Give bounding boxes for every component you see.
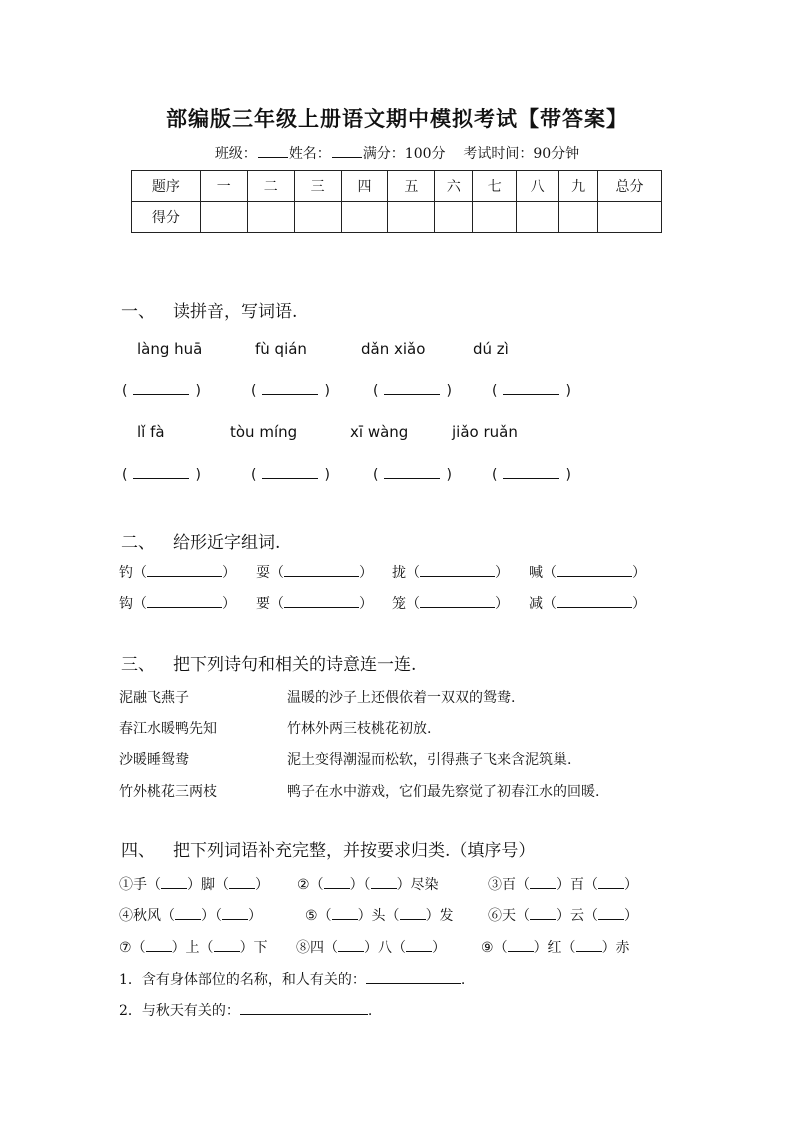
idiom-item[interactable]: ②（ ）（ ）尽染 xyxy=(297,877,439,893)
idiom-item[interactable]: ⑧四（ ）八（ ） xyxy=(296,940,446,956)
score-cell[interactable] xyxy=(435,202,473,233)
section-title: 给形近字组词. xyxy=(173,533,281,553)
char-item[interactable]: 钓（ ） xyxy=(119,565,236,581)
section-title: 读拼音，写词语. xyxy=(173,302,298,322)
poem-line[interactable]: 竹外桃花三两枝 xyxy=(119,784,217,800)
poem-meaning[interactable]: 泥土变得潮湿而松软，引得燕子飞来含泥筑巢. xyxy=(287,752,572,768)
char-item[interactable]: 减（ ） xyxy=(529,596,646,612)
idiom-item[interactable]: ③百（ ）百（ ） xyxy=(488,877,638,893)
classify-question-1[interactable]: 1．含有身体部位的名称，和人有关的： . xyxy=(119,972,466,988)
header-cell: 四 xyxy=(341,171,388,202)
answer-blank[interactable]: ( ) xyxy=(251,467,330,483)
class-label: 班级： xyxy=(214,146,257,162)
section-title: 把下列诗句和相关的诗意连一连. xyxy=(173,655,417,675)
header-cell: 三 xyxy=(294,171,341,202)
pinyin: xī wàng xyxy=(350,423,409,441)
char-item[interactable]: 笼（ ） xyxy=(392,596,509,612)
header-cell: 总分 xyxy=(598,171,662,202)
score-cell[interactable] xyxy=(294,202,341,233)
classify-question-2[interactable]: 2．与秋天有关的： . xyxy=(119,1003,373,1019)
poem-line[interactable]: 泥融飞燕子 xyxy=(119,690,189,706)
pinyin: làng huā xyxy=(137,340,203,358)
poem-meaning[interactable]: 温暖的沙子上还偎依着一双双的鸳鸯. xyxy=(287,690,516,706)
idiom-item[interactable]: ⑦（ ）上（ ）下 xyxy=(119,940,268,956)
answer-blank[interactable]: ( ) xyxy=(492,467,571,483)
row-label: 得分 xyxy=(132,202,201,233)
score-cell[interactable] xyxy=(341,202,388,233)
char-item[interactable]: 喊（ ） xyxy=(529,565,646,581)
score-table xyxy=(131,170,662,233)
section-3-heading xyxy=(121,650,416,675)
header-cell: 一 xyxy=(200,171,247,202)
idiom-item[interactable]: ⑤（ ）头（ ）发 xyxy=(305,908,454,924)
pinyin: dǎn xiǎo xyxy=(361,340,426,358)
score-cell[interactable] xyxy=(517,202,559,233)
score-cell[interactable] xyxy=(200,202,247,233)
idiom-item[interactable]: ①手（ ）脚（ ） xyxy=(119,877,269,893)
poem-line[interactable]: 沙暖睡鸳鸯 xyxy=(119,752,189,768)
section-number: 一、 xyxy=(121,302,155,322)
pinyin: fù qián xyxy=(255,340,307,358)
section-number: 二、 xyxy=(121,533,155,553)
char-item[interactable]: 拢（ ） xyxy=(392,565,509,581)
answer-blank[interactable]: ( ) xyxy=(122,467,201,483)
poem-line[interactable]: 春江水暖鸭先知 xyxy=(119,721,217,737)
class-blank[interactable] xyxy=(258,144,288,158)
exam-info xyxy=(0,143,794,163)
poem-meaning[interactable]: 竹林外两三枝桃花初放. xyxy=(287,721,432,737)
section-4-heading xyxy=(121,836,535,861)
idiom-item[interactable]: ⑥天（ ）云（ ） xyxy=(488,908,638,924)
answer-blank[interactable]: ( ) xyxy=(373,467,452,483)
score-cell[interactable] xyxy=(598,202,662,233)
score-cell[interactable] xyxy=(473,202,517,233)
header-cell: 八 xyxy=(517,171,559,202)
header-cell: 二 xyxy=(247,171,294,202)
score-cell[interactable] xyxy=(388,202,435,233)
score-table-header xyxy=(132,171,662,202)
header-cell: 七 xyxy=(473,171,517,202)
idiom-item[interactable]: ④秋风（ ）（ ） xyxy=(119,908,262,924)
header-cell: 九 xyxy=(559,171,598,202)
section-number: 四、 xyxy=(121,841,155,861)
exam-time: 考试时间：90分钟 xyxy=(463,146,580,162)
pinyin: lǐ fà xyxy=(137,423,165,441)
header-cell: 题序 xyxy=(132,171,201,202)
answer-blank[interactable]: ( ) xyxy=(492,383,571,399)
section-2-heading xyxy=(121,528,280,553)
section-number: 三、 xyxy=(121,655,155,675)
name-label: 姓名： xyxy=(288,146,331,162)
pinyin: tòu míng xyxy=(230,423,298,441)
answer-blank[interactable]: ( ) xyxy=(251,383,330,399)
char-item[interactable]: 钩（ ） xyxy=(119,596,236,612)
header-cell: 五 xyxy=(388,171,435,202)
answer-blank[interactable]: ( ) xyxy=(122,383,201,399)
page-title: 部编版三年级上册语文期中模拟考试【带答案】 xyxy=(166,106,628,131)
answer-blank[interactable]: ( ) xyxy=(373,383,452,399)
poem-meaning[interactable]: 鸭子在水中游戏，它们最先察觉了初春江水的回暖. xyxy=(287,784,600,800)
pinyin: dú zì xyxy=(473,340,509,358)
score-cell[interactable] xyxy=(559,202,598,233)
score-cell[interactable] xyxy=(247,202,294,233)
header-cell: 六 xyxy=(435,171,473,202)
full-score: 满分：100分 xyxy=(362,146,446,162)
char-item[interactable]: 耍（ ） xyxy=(256,565,373,581)
idiom-item[interactable]: ⑨（ ）红（ ）赤 xyxy=(481,940,630,956)
section-1-heading xyxy=(121,297,297,322)
score-table-row xyxy=(132,202,662,233)
name-blank[interactable] xyxy=(332,144,362,158)
char-item[interactable]: 要（ ） xyxy=(256,596,373,612)
section-title: 把下列词语补充完整，并按要求归类.（填序号） xyxy=(173,841,536,861)
pinyin: jiǎo ruǎn xyxy=(452,423,518,441)
